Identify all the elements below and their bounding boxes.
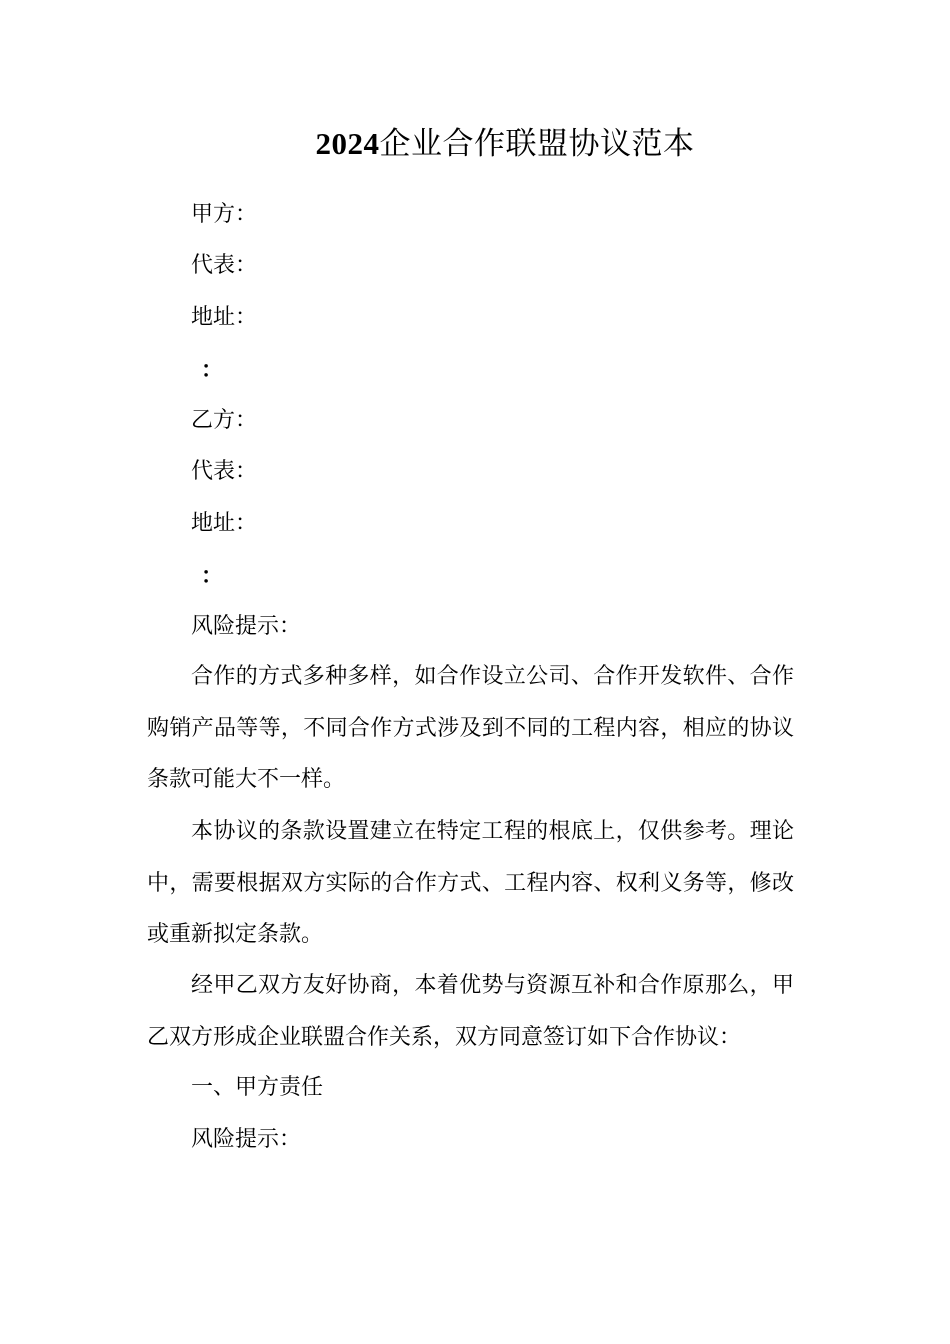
party-a-representative: 代表： (191, 253, 258, 278)
risk-tip-heading: 风险提示： (191, 614, 302, 639)
paragraph-clause-reference: 本协议的条款设置建立在特定工程的根底上，仅供参考。理论中，需要根据双方实际的合作方式、工程内容、权利义务等，修改或重新拟定条款。 (147, 819, 794, 947)
title-text: 企业合作联盟协议范本 (379, 126, 695, 162)
party-a-label: 甲方： (191, 202, 258, 227)
document-title (0, 124, 950, 164)
party-a-extra-field: ： (201, 357, 224, 383)
paragraph-agreement-intro: 经甲乙双方友好协商，本着优势与资源互补和合作原那么，甲乙双方形成企业联盟合作关系，双方同意签订如下合作协议： (147, 973, 794, 1050)
risk-tip-heading-2: 风险提示： (191, 1127, 302, 1152)
party-a-address: 地址： (191, 305, 258, 330)
party-b-representative: 代表： (191, 459, 258, 484)
title-year: 2024 (315, 126, 380, 161)
section-heading-party-a-duties: 一、甲方责任 (191, 1075, 324, 1100)
party-b-address: 地址： (191, 511, 258, 536)
party-b-extra-field: ： (201, 563, 224, 589)
paragraph-cooperation-methods: 合作的方式多种多样，如合作设立公司、合作开发软件、合作购销产品等等，不同合作方式涉及到不同的工程内容，相应的协议条款可能大不一样。 (147, 664, 794, 792)
party-b-label: 乙方： (191, 408, 258, 433)
